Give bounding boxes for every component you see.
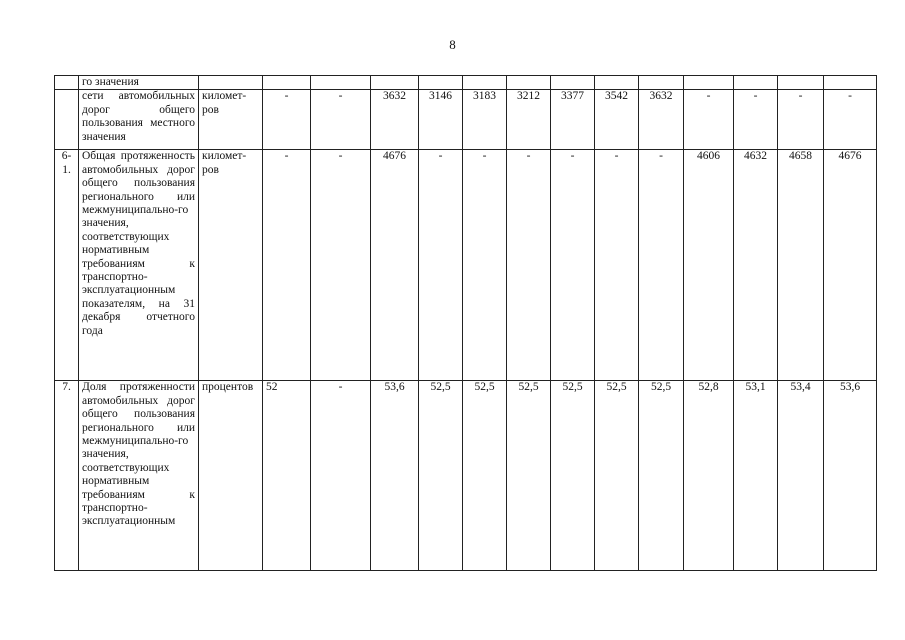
value-cell: - <box>263 90 311 150</box>
value-cell <box>734 76 778 90</box>
value-cell: 3212 <box>507 90 551 150</box>
table-row <box>55 76 877 90</box>
value-cell: 4676 <box>371 150 419 381</box>
value-cell: - <box>419 150 463 381</box>
value-cell: - <box>734 90 778 150</box>
value-cell: - <box>595 150 639 381</box>
value-cell <box>263 76 311 90</box>
unit-cell: километ-ров <box>199 150 263 381</box>
value-cell: 3183 <box>463 90 507 150</box>
value-cell: 4676 <box>824 150 877 381</box>
value-cell <box>639 76 684 90</box>
value-cell: 4658 <box>778 150 824 381</box>
value-cell: 4632 <box>734 150 778 381</box>
unit-cell <box>199 76 263 90</box>
value-cell <box>419 76 463 90</box>
indicator-name-cell: Общая протяженность автомобильных дорог общего пользования регионального или межмуниципально-го значения, соответствующих нормативным требованиям к транспортно-эксплуатационным показателям, на 31 декабря отчетного года <box>79 150 199 381</box>
value-cell <box>684 76 734 90</box>
indicator-name-cell: Доля протяженности автомобильных дорог общего пользования регионального или межмуниципально-го значения, соответствующих нормативным требованиям к транспортно-эксплуатационным <box>79 381 199 571</box>
value-cell <box>507 76 551 90</box>
value-cell <box>463 76 507 90</box>
value-cell <box>371 76 419 90</box>
value-cell: - <box>311 90 371 150</box>
unit-cell: процентов <box>199 381 263 571</box>
value-cell: - <box>551 150 595 381</box>
value-cell: - <box>311 381 371 571</box>
value-cell: - <box>507 150 551 381</box>
value-cell: 52,5 <box>595 381 639 571</box>
value-cell <box>778 76 824 90</box>
value-cell <box>824 76 877 90</box>
value-cell <box>595 76 639 90</box>
page-number: 8 <box>449 37 456 52</box>
value-cell: 3377 <box>551 90 595 150</box>
value-cell: - <box>263 150 311 381</box>
indicator-name-cell: го значения <box>79 76 199 90</box>
value-cell: - <box>824 90 877 150</box>
value-cell: 52 <box>263 381 311 571</box>
value-cell: 3632 <box>371 90 419 150</box>
table-row <box>55 381 877 571</box>
value-cell: - <box>778 90 824 150</box>
value-cell: - <box>684 90 734 150</box>
value-cell: 53,6 <box>824 381 877 571</box>
row-number-cell: 6-1. <box>55 150 79 381</box>
value-cell: - <box>639 150 684 381</box>
row-number-cell <box>55 90 79 150</box>
value-cell: 53,6 <box>371 381 419 571</box>
value-cell <box>311 76 371 90</box>
value-cell: 52,5 <box>419 381 463 571</box>
value-cell: 53,1 <box>734 381 778 571</box>
table-row <box>55 90 877 150</box>
row-number-cell: 7. <box>55 381 79 571</box>
value-cell: - <box>311 150 371 381</box>
value-cell: 3146 <box>419 90 463 150</box>
value-cell: 3542 <box>595 90 639 150</box>
value-cell: 52,5 <box>639 381 684 571</box>
table-row <box>55 150 877 381</box>
value-cell: 53,4 <box>778 381 824 571</box>
value-cell: 3632 <box>639 90 684 150</box>
value-cell: 4606 <box>684 150 734 381</box>
indicators-table <box>54 75 877 571</box>
value-cell: 52,5 <box>463 381 507 571</box>
value-cell: - <box>463 150 507 381</box>
indicator-name-cell: сети автомобильных дорог общего пользования местного значения <box>79 90 199 150</box>
row-number-cell <box>55 76 79 90</box>
unit-cell: километ-ров <box>199 90 263 150</box>
value-cell: 52,5 <box>507 381 551 571</box>
value-cell: 52,5 <box>551 381 595 571</box>
value-cell: 52,8 <box>684 381 734 571</box>
value-cell <box>551 76 595 90</box>
